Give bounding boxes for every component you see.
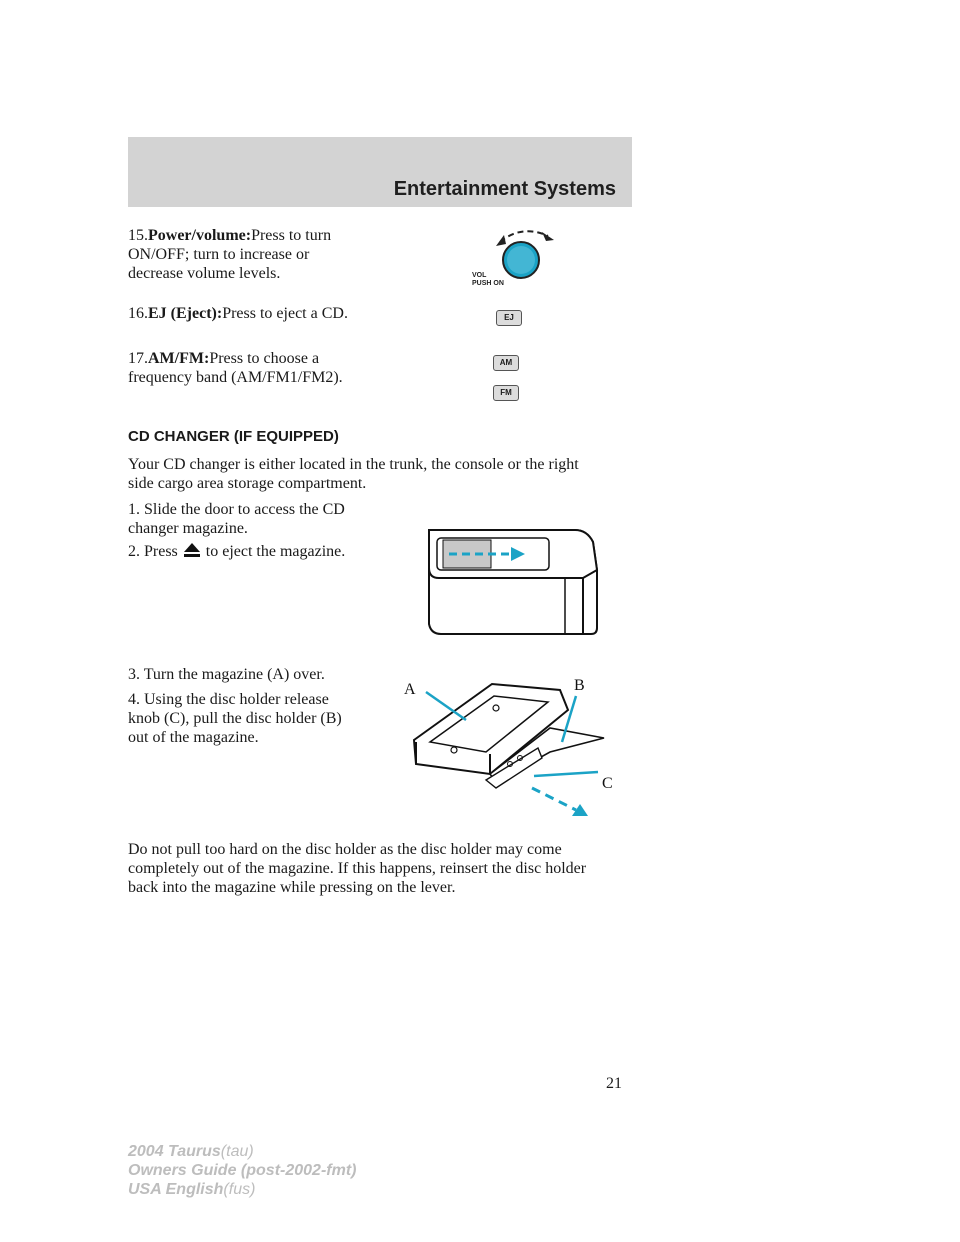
page-number: 21: [606, 1075, 622, 1092]
step-4: [128, 690, 342, 747]
step-4-line2: knob (C), pull the disc holder (B): [128, 710, 342, 727]
footer-model: 2004 Taurus: [128, 1143, 221, 1160]
step-3: 3. Turn the magazine (A) over.: [128, 666, 325, 683]
footer-model-code: (tau): [220, 1143, 254, 1160]
caution-line3: back into the magazine while pressing on the lever.: [128, 879, 456, 896]
caution-line1: Do not pull too hard on the disc holder as the disc holder may come: [128, 841, 562, 858]
item-17-desc: Press to choose a: [209, 350, 320, 367]
leader-line-c: [534, 772, 598, 776]
label-a: A: [404, 681, 416, 698]
section-intro-line1: Your CD changer is either located in the trunk, the console or the right: [128, 456, 579, 473]
step-4-line3: out of the magazine.: [128, 729, 259, 746]
cd-changer-figure: [415, 520, 605, 650]
item-15-desc: Press to turn: [251, 227, 332, 244]
rotate-arrow-icon: [500, 231, 548, 242]
item-16-desc: Press to eject a CD.: [222, 305, 348, 322]
pull-arrow-icon: [532, 788, 576, 810]
section-intro: [128, 455, 579, 493]
item-17: [128, 349, 343, 387]
eject-button-icon: EJ: [496, 310, 522, 326]
step-1-line1: 1. Slide the door to access the CD: [128, 501, 345, 518]
item-15-desc-line3: decrease volume levels.: [128, 265, 281, 282]
footer-language-code: (fus): [223, 1181, 256, 1198]
fm-button-icon: FM: [493, 385, 519, 401]
am-button-icon: AM: [493, 355, 519, 371]
item-17-number: 17.: [128, 350, 148, 367]
item-16-number: 16.: [128, 305, 148, 322]
item-15: [128, 226, 331, 283]
section-intro-line2: side cargo area storage compartment.: [128, 475, 367, 492]
item-17-term: AM/FM:: [148, 350, 210, 367]
caution-paragraph: [128, 840, 586, 897]
step-2: [128, 542, 345, 561]
item-16-term: EJ (Eject):: [148, 305, 223, 322]
step-2-start: 2. Press: [128, 543, 178, 560]
footer-guide: Owners Guide (post-2002-fmt): [128, 1162, 357, 1179]
knob-label-vol: VOL: [472, 272, 487, 279]
arrow-head-right-icon: [542, 232, 554, 241]
item-15-number: 15.: [128, 227, 148, 244]
step-4-line1: 4. Using the disc holder release: [128, 691, 329, 708]
step-2-end: to eject the magazine.: [205, 543, 346, 560]
arrow-head-left-icon: [496, 235, 506, 246]
step-1: [128, 500, 345, 538]
header-band: [128, 137, 632, 207]
volume-knob-figure: [470, 222, 560, 290]
footer-language: USA English: [128, 1181, 224, 1198]
section-heading: CD CHANGER (IF EQUIPPED): [128, 428, 339, 445]
item-15-term: Power/volume:: [148, 227, 252, 244]
document-footer: [128, 1142, 356, 1199]
eject-icon: [182, 542, 202, 558]
item-16: [128, 304, 348, 323]
knob-label-push-on: PUSH ON: [472, 280, 504, 287]
step-1-line2: changer magazine.: [128, 520, 248, 537]
item-17-desc-line2: frequency band (AM/FM1/FM2).: [128, 369, 343, 386]
caution-line2: completely out of the magazine. If this happens, reinsert the disc holder: [128, 860, 587, 877]
item-15-desc-line2: ON/OFF; turn to increase or: [128, 246, 310, 263]
magazine-figure: [400, 664, 630, 832]
label-b: B: [574, 677, 585, 694]
page-header-title: Entertainment Systems: [393, 178, 616, 200]
label-c: C: [602, 775, 613, 792]
